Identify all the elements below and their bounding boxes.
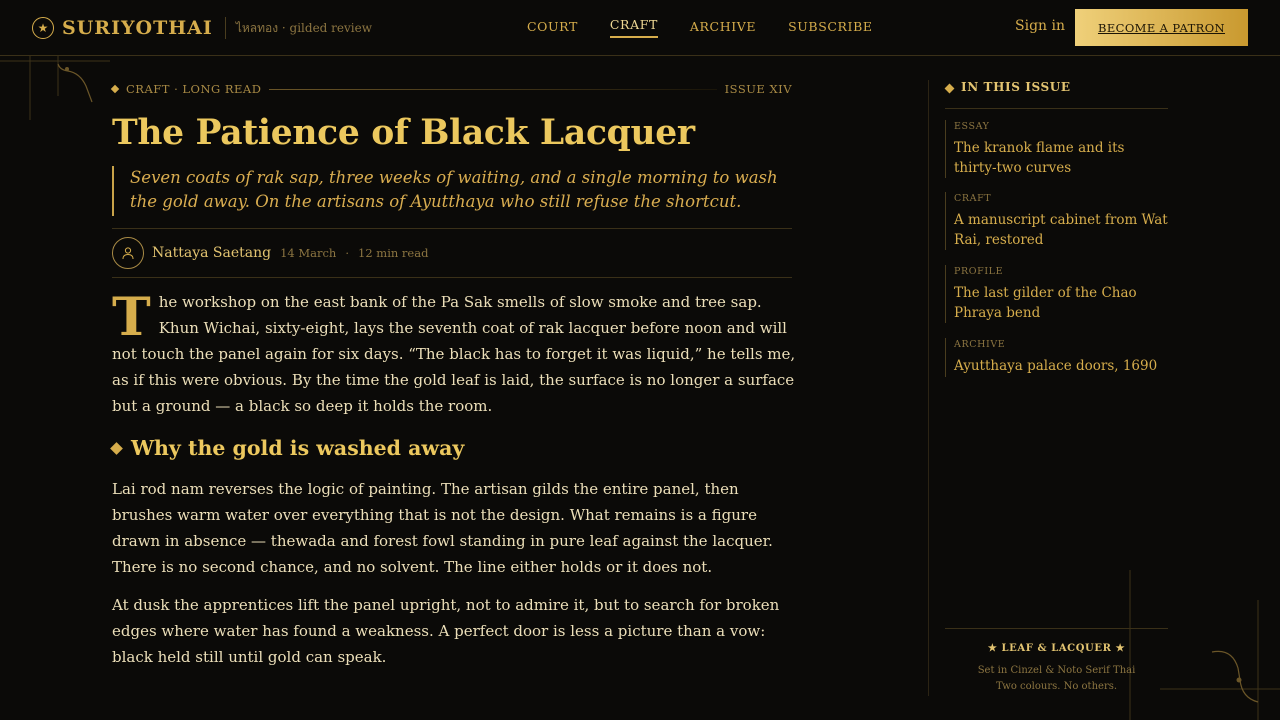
toc-item-category: CRAFT: [954, 193, 992, 204]
author-name[interactable]: Nattaya Saetang: [152, 244, 272, 261]
toc-item-category: PROFILE: [954, 266, 1004, 277]
become-patron-button[interactable]: BECOME A PATRON: [1075, 9, 1248, 46]
article-meta-row: [112, 80, 792, 98]
diamond-icon: [945, 84, 955, 94]
toc-item[interactable]: [945, 192, 1168, 250]
toc-item-category: ARCHIVE: [954, 339, 1006, 350]
diamond-icon: [111, 85, 119, 93]
toc-title: IN THIS ISSUE: [961, 80, 1071, 94]
paragraph-text: he workshop on the east bank of the Pa Sak smells of slow smoke and tree sap. Khun Wichai, sixty-eight, lays the seventh coat of rak lacquer before noon and will not touch the panel again for six days. “The black has to forget it was liquid,” he tells me, as if this were obvious. By the time the gold leaf is laid, the surface is no longer a surface but a ground — a black so deep it holds the room.: [112, 293, 796, 415]
toc-header: [945, 80, 1168, 109]
nav-archive[interactable]: ARCHIVE: [689, 19, 757, 34]
toc-item-title[interactable]: The last gilder of the Chao Phraya bend: [954, 285, 1137, 321]
publish-date: 14 March: [280, 245, 337, 260]
article-kicker[interactable]: CRAFT · LONG READ: [126, 82, 262, 96]
article-title: The Patience of Black Lacquer: [112, 113, 695, 153]
user-icon: [121, 246, 135, 260]
site-header: [0, 0, 1280, 56]
brand[interactable]: [32, 14, 372, 42]
diamond-icon: [110, 442, 123, 455]
byline: [112, 236, 428, 269]
main-nav: [527, 18, 905, 40]
issue-label: ISSUE XIV: [724, 82, 792, 96]
drop-cap: T: [112, 287, 151, 348]
divider: [112, 228, 792, 229]
nav-court[interactable]: COURT: [527, 19, 578, 34]
section-heading-text: Why the gold is washed away: [131, 436, 465, 460]
colophon-title: ★ LEAF & LACQUER ★: [987, 643, 1126, 654]
toc-item-title[interactable]: The kranok flame and its thirty-two curves: [954, 140, 1125, 176]
sidebar-divider: [928, 80, 929, 696]
article-paragraph-2: Lai rod nam reverses the logic of painting. The artisan gilds the entire panel, then brushes warm water over everything that is not the design. What remains is a figure drawn in absence — thewada and forest fowl standing in pure leaf against the lacquer. There is no second chance, and no solvent. The line either holds or it does not.: [112, 480, 773, 576]
toc-item[interactable]: [945, 338, 1168, 377]
toc-item[interactable]: [945, 265, 1168, 323]
author-avatar[interactable]: [112, 237, 144, 269]
star-icon: ★: [32, 17, 54, 39]
read-time: 12 min read: [358, 245, 429, 260]
brand-name: SURIYOTHAI: [62, 17, 213, 39]
divider: [112, 277, 792, 278]
brand-divider: [225, 17, 226, 39]
toc-item-title[interactable]: Ayutthaya palace doors, 1690: [954, 358, 1158, 374]
article-paragraph-1: [112, 289, 802, 419]
brand-tagline: ไหลทอง · gilded review: [235, 20, 372, 35]
meta-divider: [269, 89, 716, 90]
toc-item-title[interactable]: A manuscript cabinet from Wat Rai, restored: [954, 212, 1168, 248]
toc-item-category: ESSAY: [954, 121, 990, 132]
sign-in-link[interactable]: Sign in: [1015, 18, 1065, 34]
colophon-line: Set in Cinzel & Noto Serif Thai: [977, 665, 1136, 676]
nav-subscribe[interactable]: SUBSCRIBE: [788, 19, 873, 34]
toc-item[interactable]: [945, 120, 1168, 178]
article-dek: Seven coats of rak sap, three weeks of waiting, and a single morning to wash the gold away. On the artisans of Ayutthaya who still refuse the shortcut.: [112, 166, 792, 216]
section-heading: [112, 433, 464, 463]
nav-craft[interactable]: CRAFT: [610, 18, 658, 38]
colophon: [945, 628, 1168, 698]
meta-separator: ·: [345, 245, 349, 260]
article-paragraph-3: At dusk the apprentices lift the panel upright, not to admire it, but to search for broken edges where water has found a weakness. A perfect door is less a picture than a vow: black held still until gold can speak.: [112, 596, 780, 666]
colophon-line: Two colours. No others.: [995, 681, 1118, 692]
corner-ornament-top-left: [0, 56, 110, 126]
